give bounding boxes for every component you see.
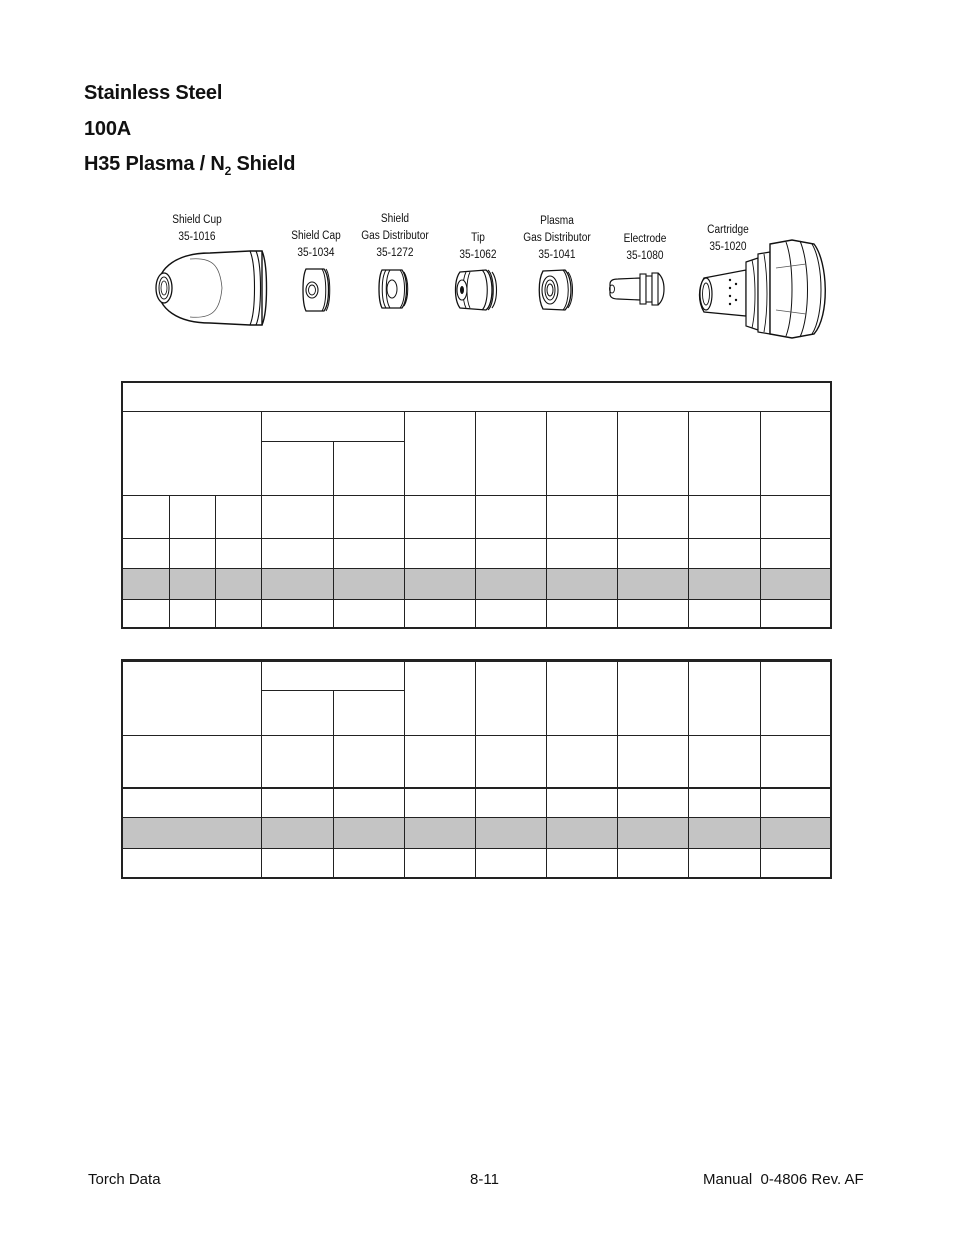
page-title-gas-combo: H35 Plasma / $N_2$ Shield (84, 153, 296, 178)
table-row (122, 568, 831, 599)
cut-chart-table-primary (121, 381, 832, 629)
page-title-material: Stainless Steel (84, 82, 223, 104)
part-label-shield-cup: Shield Cup 35-1016 (172, 214, 222, 243)
electrode-icon (606, 268, 670, 310)
page-title-amperage: 100A (84, 118, 132, 140)
table-row (122, 538, 831, 568)
part-label-shield-gas-distributor: Shield Gas Distributor 35-1272 (361, 213, 429, 259)
cartridge-icon (696, 238, 836, 340)
cut-chart-table-secondary (121, 659, 832, 879)
part-label-tip: Tip 35-1062 (459, 232, 497, 261)
table-row (122, 818, 831, 849)
part-label-shield-cap: Shield Cap 35-1034 (291, 230, 341, 259)
table-header-row (122, 661, 831, 691)
part-label-plasma-gas-distributor: Plasma Gas Distributor 35-1041 (523, 215, 591, 261)
table-row (122, 849, 831, 878)
table-units-row (122, 495, 831, 538)
table-units-row (122, 736, 831, 788)
footer-page-number: 8-11 (470, 1171, 499, 1188)
table-row (122, 788, 831, 818)
shield-gas-distributor-icon (376, 266, 412, 312)
shield-cap-icon (300, 265, 334, 315)
part-label-electrode: Electrode 35-1080 (623, 233, 667, 262)
table-row (122, 599, 831, 628)
tip-icon (452, 266, 502, 314)
table-title-row (122, 382, 831, 411)
table-header-row (122, 411, 831, 441)
shield-cup-icon (150, 245, 270, 331)
part-label-cartridge: Cartridge 35-1020 (707, 224, 749, 253)
footer-section-title: Torch Data (88, 1171, 161, 1188)
plasma-gas-distributor-icon (537, 266, 579, 314)
footer-manual-number: Manual 0-4806 Rev. AF (703, 1171, 864, 1188)
